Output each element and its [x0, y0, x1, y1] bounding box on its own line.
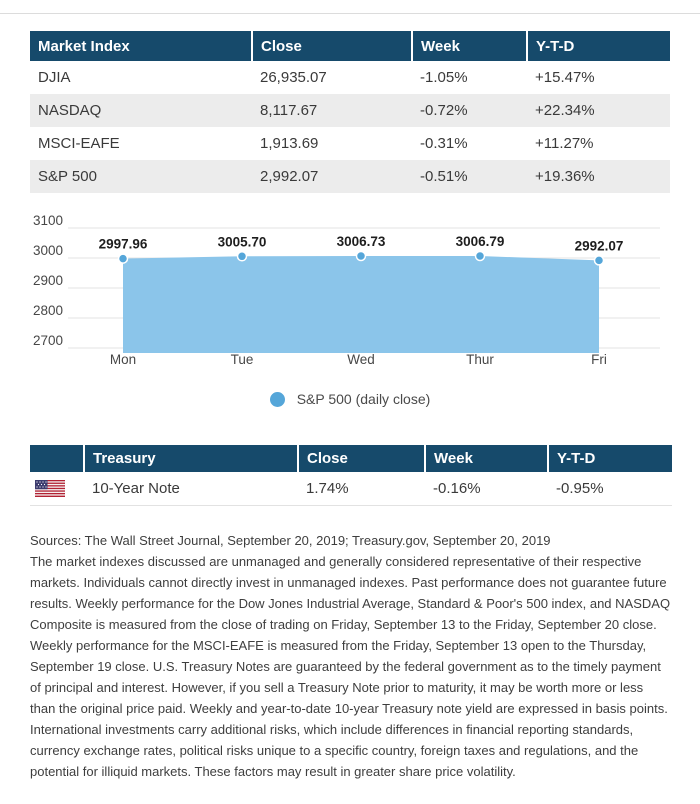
cell-ytd: -0.95% [556, 479, 604, 497]
table-row [30, 160, 670, 193]
y-axis-tick-label: 3100 [33, 213, 64, 228]
cell-flag [30, 472, 84, 505]
x-axis-tick-label: Tue [230, 352, 254, 367]
us-flag-icon [35, 480, 65, 497]
col-header-ytd: Y-T-D [548, 445, 672, 472]
data-point-label: 3006.73 [336, 234, 386, 249]
cell-week: -0.72% [420, 102, 468, 119]
area-series [123, 256, 599, 353]
cell-close: 1.74% [306, 479, 349, 497]
x-axis-tick-label: Wed [347, 352, 375, 367]
cell-close: 26,935.07 [260, 69, 327, 86]
sp500-area-chart [25, 213, 685, 374]
cell-week: -0.31% [420, 135, 468, 152]
y-axis-tick-label: 2700 [33, 333, 64, 348]
y-axis-tick-label: 2800 [33, 303, 64, 318]
col-header-treasury: Treasury [84, 445, 298, 472]
col-header-close: Close [298, 445, 425, 472]
data-point-marker [357, 252, 366, 261]
cell-index: NASDAQ [38, 102, 102, 119]
legend-label: S&P 500 (daily close) [296, 391, 431, 407]
treasury-table-header-row [30, 445, 672, 472]
cell-ytd: +15.47% [535, 69, 595, 86]
data-point-marker [238, 252, 247, 261]
y-axis-tick-label: 3000 [33, 243, 64, 258]
data-point-label: 3005.70 [217, 234, 267, 250]
col-header-ytd: Y-T-D [527, 31, 670, 61]
area-chart-canvas [25, 213, 685, 374]
data-point-marker [595, 256, 604, 265]
data-point-label: 2992.07 [574, 238, 624, 254]
market-index-table [30, 31, 670, 193]
market-table-header-row [30, 31, 670, 61]
x-axis-tick-label: Fri [591, 352, 607, 367]
cell-close: 2,992.07 [260, 168, 319, 185]
cell-index: MSCI-EAFE [38, 135, 120, 152]
cell-week: -0.51% [420, 168, 468, 185]
cell-ytd: +11.27% [535, 135, 594, 152]
table-row [30, 127, 670, 160]
top-divider [0, 13, 700, 14]
col-header-week: Week [425, 445, 548, 472]
data-point-marker [119, 254, 128, 263]
col-header-close: Close [252, 31, 412, 61]
table-row [30, 61, 670, 94]
cell-close: 8,117.67 [260, 102, 318, 119]
data-point-label: 2997.96 [98, 236, 148, 252]
cell-index: S&P 500 [38, 168, 97, 185]
x-axis-tick-label: Mon [109, 352, 137, 367]
cell-ytd: +19.36% [535, 168, 595, 185]
cell-week: -0.16% [433, 479, 481, 497]
table-row [30, 94, 670, 127]
chart-legend [0, 390, 700, 408]
col-header-market-index: Market Index [30, 31, 252, 61]
cell-ytd: +22.34% [535, 102, 595, 119]
col-header-flag [30, 445, 84, 472]
cell-index: DJIA [38, 69, 71, 86]
x-axis-tick-label: Thur [466, 352, 494, 367]
cell-week: -1.05% [420, 69, 468, 86]
cell-name: 10-Year Note [92, 479, 180, 497]
treasury-table [30, 445, 672, 506]
sources-line: Sources: The Wall Street Journal, September 20, 2019; Treasury.gov, September 20, 2019 [30, 532, 551, 548]
series-marker-icon [270, 392, 285, 407]
data-point-label: 3006.79 [455, 234, 505, 249]
cell-close: 1,913.69 [260, 135, 319, 152]
treasury-table-body [30, 472, 672, 505]
data-point-marker [476, 252, 485, 261]
disclaimer-text: The market indexes discussed are unmanaged and generally considered representative of their respective markets. Individuals cannot directly invest in unmanaged indexes. Past performance does not guarantee future results. Weekly performance for the Dow Jones Industrial Average, Standard & Poor's 500 index, and NASDAQ Composite is measured from the close of trading on Friday, September 13 to the Friday, September 20 close. Weekly performance for the MSCI-EAFE is measured from the Friday, September 13 open to the Thursday, September 19 close. U.S. Treasury Notes are guaranteed by the federal government as to the timely payment of principal and interest. However, if you sell a Treasury Note prior to maturity, it may be worth more or less than the original price paid. Weekly and year-to-date 10-year Treasury note yield are expressed in basis points. International investments carry additional risks, which include differences in financial reporting standards, currency exchange rates, political risks unique to a specific country, foreign taxes and regulations, and the potential for illiquid markets. These factors may result in greater share price volatility. [30, 553, 671, 779]
market-table-body [30, 61, 670, 193]
disclaimer-block [30, 530, 672, 782]
table-row [30, 472, 672, 505]
col-header-week: Week [412, 31, 527, 61]
y-axis-tick-label: 2900 [33, 273, 64, 288]
